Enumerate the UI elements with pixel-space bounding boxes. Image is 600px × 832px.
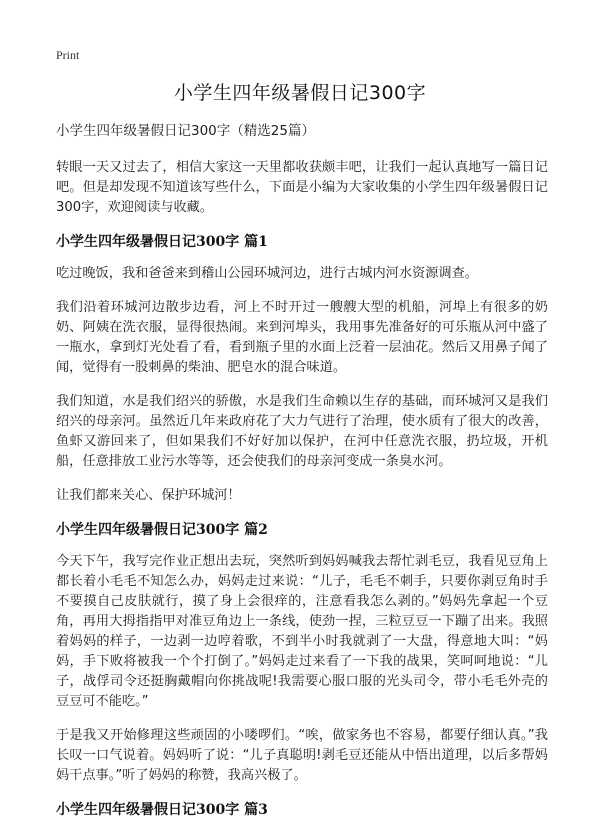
section-1-paragraph: 我们沿着环城河边散步边看，河上不时开过一艘艘大型的机船，河埠上有很多的奶奶、阿姨在洗衣服，显得很热闹。来到河埠头，我用事先准备好的可乐瓶从河中盛了一瓶水，拿到灯光处看了看，看到瓶子里的水面上泛着一层油花。然后又用鼻子闻了闻，觉得有一股刺鼻的柴油、肥皂水的混合味道。 <box>56 300 548 375</box>
page-title: 小学生四年级暑假日记300字 <box>173 82 427 104</box>
section-1-paragraph: 我们知道，水是我们绍兴的骄傲，水是我们生命赖以生存的基础，而环城河又是我们绍兴的母亲河。虽然近几年来政府花了大力气进行了治理，使水质有了很大的改善，鱼虾又游回来了，但如果我们不好好加以保护，在河中任意洗衣服，扔垃圾，开机船，任意排放工业污水等等，还会使我们的母亲河变成一条臭水河。 <box>56 394 548 469</box>
intro-paragraph: 转眼一天又过去了，相信大家这一天里都收获颇丰吧，让我们一起认真地写一篇日记吧。但是却发现不知道该写些什么，下面是小编为大家收集的小学生四年级暑假日记300字，欢迎阅读与收藏。 <box>56 160 548 215</box>
section-1-paragraph: 让我们都来关心、保护环城河！ <box>56 488 241 503</box>
section-1-paragraph: 吃过晚饭，我和爸爸来到稽山公园环城河边，进行古城内河水资源调查。 <box>56 266 478 281</box>
article-subtitle: 小学生四年级暑假日记300字（精选25篇） <box>56 123 315 139</box>
print-link[interactable]: Print <box>56 48 80 62</box>
section-heading-2: 小学生四年级暑假日记300字 篇2 <box>56 522 268 538</box>
section-heading-1: 小学生四年级暑假日记300字 篇1 <box>56 234 268 250</box>
section-2-paragraph: 今天下午，我写完作业正想出去玩，突然听到妈妈喊我去帮忙剥毛豆，我看见豆角上都长着小毛毛不知怎么办，妈妈走过来说：“儿子，毛毛不刺手，只要你剥豆角时手不要摸自己皮肤就行，摸了身上会很痒的，注意看我怎么剥的。”妈妈先拿起一个豆角，再用大拇指指甲对准豆角边上一条线，使劲一捏，三粒豆豆一下蹦了出来。我照着妈妈的样子，一边剥一边哼着歌，不到半小时我就剥了一大盘，得意地大叫：“妈妈，手下败将被我一个个打倒了。”妈妈走过来看了一下我的战果，笑呵呵地说：“儿子，战俘司令还挺胸戴帽向你挑战呢!我需要心服口服的光头司令，带小毛毛外壳的豆豆可不能吃。” <box>56 554 548 709</box>
article-body <box>56 121 548 832</box>
section-2-paragraph: 于是我又开始修理这些顽固的小喽啰们。“唉，做家务也不容易，都要仔细认真。”我长叹一口气说着。妈妈听了说：“儿子真聪明!剥毛豆还能从中悟出道理，以后多帮妈妈干点事。”听了妈妈的称赞，我高兴极了。 <box>56 728 548 783</box>
section-heading-3: 小学生四年级暑假日记300字 篇3 <box>56 802 268 818</box>
